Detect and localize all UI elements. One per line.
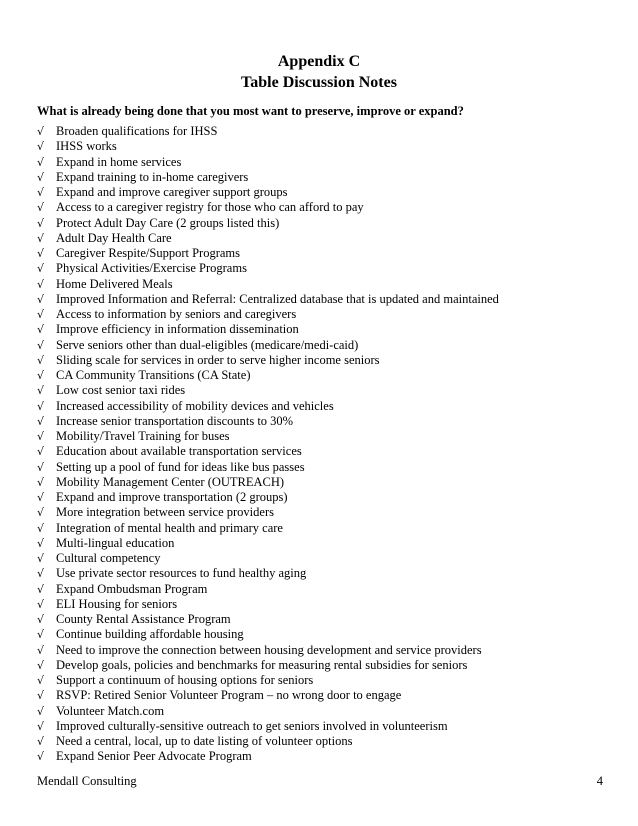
list-item: [37, 582, 499, 597]
list-item-label: Need to improve the connection between housing development and service providers: [56, 642, 482, 657]
list-item: [37, 246, 499, 261]
list-item-label: Mobility Management Center (OUTREACH): [56, 474, 285, 489]
list-item-label: Broaden qualifications for IHSS: [56, 124, 218, 138]
list-item: [37, 353, 499, 368]
checkmark-icon: √: [37, 399, 45, 413]
list-item: [37, 719, 499, 734]
list-item-label: Expand Senior Peer Advocate Program: [56, 749, 252, 764]
list-item-label: Increase senior transportation discounts to 30%: [56, 413, 294, 428]
list-item: [37, 734, 499, 749]
list-item-label: Use private sector resources to fund healthy aging: [56, 566, 307, 581]
list-item-label: Expand Ombudsman Program: [56, 581, 208, 596]
checkmark-icon: √: [37, 430, 45, 443]
checkmark-icon: √: [37, 277, 45, 291]
checkmark-icon: √: [37, 735, 45, 748]
checkmark-icon: √: [37, 216, 45, 230]
list-item: [37, 399, 499, 414]
list-item-label: Improve efficiency in information dissemination: [56, 322, 299, 337]
list-item-label: Physical Activities/Exercise Programs: [56, 261, 247, 276]
checkmark-icon: √: [37, 613, 45, 626]
checkmark-icon: √: [37, 262, 45, 276]
list-item: [37, 155, 499, 170]
list-item-label: Expand in home services: [56, 154, 182, 169]
list-item: [37, 139, 499, 154]
list-item-label: Access to information by seniors and caregivers: [56, 307, 297, 321]
checkmark-icon: √: [37, 155, 45, 169]
checkmark-icon: √: [37, 369, 45, 382]
checkmark-icon: √: [37, 491, 45, 504]
list-item: [37, 307, 499, 322]
list-item-label: Protect Adult Day Care (2 groups listed this): [56, 215, 280, 230]
list-item-label: RSVP: Retired Senior Volunteer Program – no wrong door to engage: [56, 688, 402, 703]
checkmark-icon: √: [37, 704, 45, 718]
checkmark-icon: √: [37, 247, 45, 260]
discussion-question: What is already being done that you most want to preserve, improve or expand?: [37, 104, 464, 118]
checkmark-icon: √: [37, 552, 45, 565]
checkmark-icon: √: [37, 582, 45, 596]
list-item: [37, 368, 499, 383]
list-item-label: Volunteer Match.com: [56, 703, 165, 718]
checkmark-icon: √: [37, 719, 45, 733]
list-item: [37, 322, 499, 337]
checkmark-icon: √: [37, 186, 45, 199]
checkmark-icon: √: [37, 536, 45, 550]
list-item: [37, 597, 499, 612]
list-item: [37, 505, 499, 520]
checkmark-icon: √: [37, 353, 45, 367]
list-item-label: Serve seniors other than dual-eligibles (medicare/medi-caid): [56, 337, 359, 352]
checkmark-icon: √: [37, 384, 45, 398]
list-item-label: Increased accessibility of mobility devices and vehicles: [56, 398, 334, 413]
checkmark-icon: √: [37, 643, 45, 657]
list-item: [37, 551, 499, 566]
list-item-label: Low cost senior taxi rides: [56, 383, 186, 398]
checkmark-icon: √: [37, 521, 45, 535]
checkmark-icon: √: [37, 506, 45, 520]
list-item: [37, 292, 499, 307]
checkmark-icon: √: [37, 323, 45, 337]
list-item: [37, 231, 499, 246]
footer-page-number: 4: [596, 774, 603, 788]
list-item-label: Mobility/Travel Training for buses: [56, 429, 230, 443]
list-item: [37, 566, 499, 581]
list-item-label: Continue building affordable housing: [56, 627, 244, 642]
list-item-label: CA Community Transitions (CA State): [56, 368, 251, 382]
list-item: [37, 749, 499, 764]
checkmark-icon: √: [37, 475, 45, 489]
checkmark-icon: √: [37, 445, 45, 459]
list-item-label: ELI Housing for seniors: [56, 596, 178, 611]
list-item: [37, 124, 499, 139]
list-item: [37, 200, 499, 215]
list-item: [37, 277, 499, 292]
list-item: [37, 444, 499, 459]
checkmark-icon: √: [37, 567, 45, 581]
list-item-label: Caregiver Respite/Support Programs: [56, 246, 240, 260]
list-item-label: Improved Information and Referral: Centralized database that is updated and maintained: [56, 291, 499, 306]
checkmark-icon: √: [37, 460, 45, 474]
list-item-label: Support a continuum of housing options for seniors: [56, 673, 314, 687]
checkmark-icon: √: [37, 689, 45, 703]
list-item-label: County Rental Assistance Program: [56, 612, 231, 626]
appendix-title: Appendix C: [277, 53, 361, 70]
list-item-label: More integration between service providers: [56, 505, 274, 520]
checkmark-icon: √: [37, 750, 45, 764]
list-item-label: Home Delivered Meals: [56, 276, 173, 291]
list-item-label: Improved culturally-sensitive outreach to get seniors involved in volunteerism: [56, 718, 448, 733]
list-item-label: Setting up a pool of fund for ideas like bus passes: [56, 459, 305, 474]
list-item: [37, 338, 499, 353]
checkmark-icon: √: [37, 292, 45, 306]
list-item: [37, 643, 499, 658]
list-item: [37, 658, 499, 673]
checkmark-icon: √: [37, 231, 45, 245]
list-item-label: Access to a caregiver registry for those who can afford to pay: [56, 200, 364, 215]
checkmark-icon: √: [37, 674, 45, 687]
checkmark-icon: √: [37, 658, 45, 672]
list-item: [37, 185, 499, 200]
list-item-label: Multi-lingual education: [56, 535, 175, 550]
list-item: [37, 475, 499, 490]
list-item: [37, 490, 499, 505]
list-item: [37, 429, 499, 444]
list-item: [37, 627, 499, 642]
checkmark-icon: √: [37, 125, 45, 138]
list-item-label: Need a central, local, up to date listing of volunteer options: [56, 734, 353, 748]
checkmark-icon: √: [37, 338, 45, 352]
list-item-label: Expand and improve transportation (2 groups): [56, 490, 288, 504]
list-item: [37, 414, 499, 429]
list-item: [37, 460, 499, 475]
list-item-label: Education about available transportation services: [56, 444, 302, 459]
list-item: [37, 521, 499, 536]
appendix-subtitle: Table Discussion Notes: [241, 74, 397, 91]
checkmark-icon: √: [37, 308, 45, 321]
checkmark-icon: √: [37, 414, 45, 428]
list-item: [37, 673, 499, 688]
list-item: [37, 688, 499, 703]
checkmark-icon: √: [37, 170, 45, 184]
checkmark-icon: √: [37, 201, 45, 215]
list-item-label: Adult Day Health Care: [56, 230, 172, 245]
checkmark-icon: √: [37, 597, 45, 611]
list-item-label: Sliding scale for services in order to serve higher income seniors: [56, 352, 380, 367]
list-item-label: Integration of mental health and primary care: [56, 520, 283, 535]
footer-author: Mendall Consulting: [37, 774, 137, 788]
list-item-label: Develop goals, policies and benchmarks for measuring rental subsidies for seniors: [56, 657, 468, 672]
list-item: [37, 612, 499, 627]
list-item: [37, 261, 499, 276]
list-item-label: IHSS works: [56, 139, 117, 154]
list-item-label: Cultural competency: [56, 551, 161, 565]
list-item: [37, 704, 499, 719]
list-item-label: Expand training to in-home caregivers: [56, 169, 249, 184]
list-item-label: Expand and improve caregiver support groups: [56, 185, 288, 199]
list-item: [37, 536, 499, 551]
checkmark-icon: √: [37, 628, 45, 642]
list-item: [37, 216, 499, 231]
list-item: [37, 170, 499, 185]
checkmark-icon: √: [37, 140, 45, 154]
discussion-notes-list: [37, 124, 499, 765]
list-item: [37, 383, 499, 398]
